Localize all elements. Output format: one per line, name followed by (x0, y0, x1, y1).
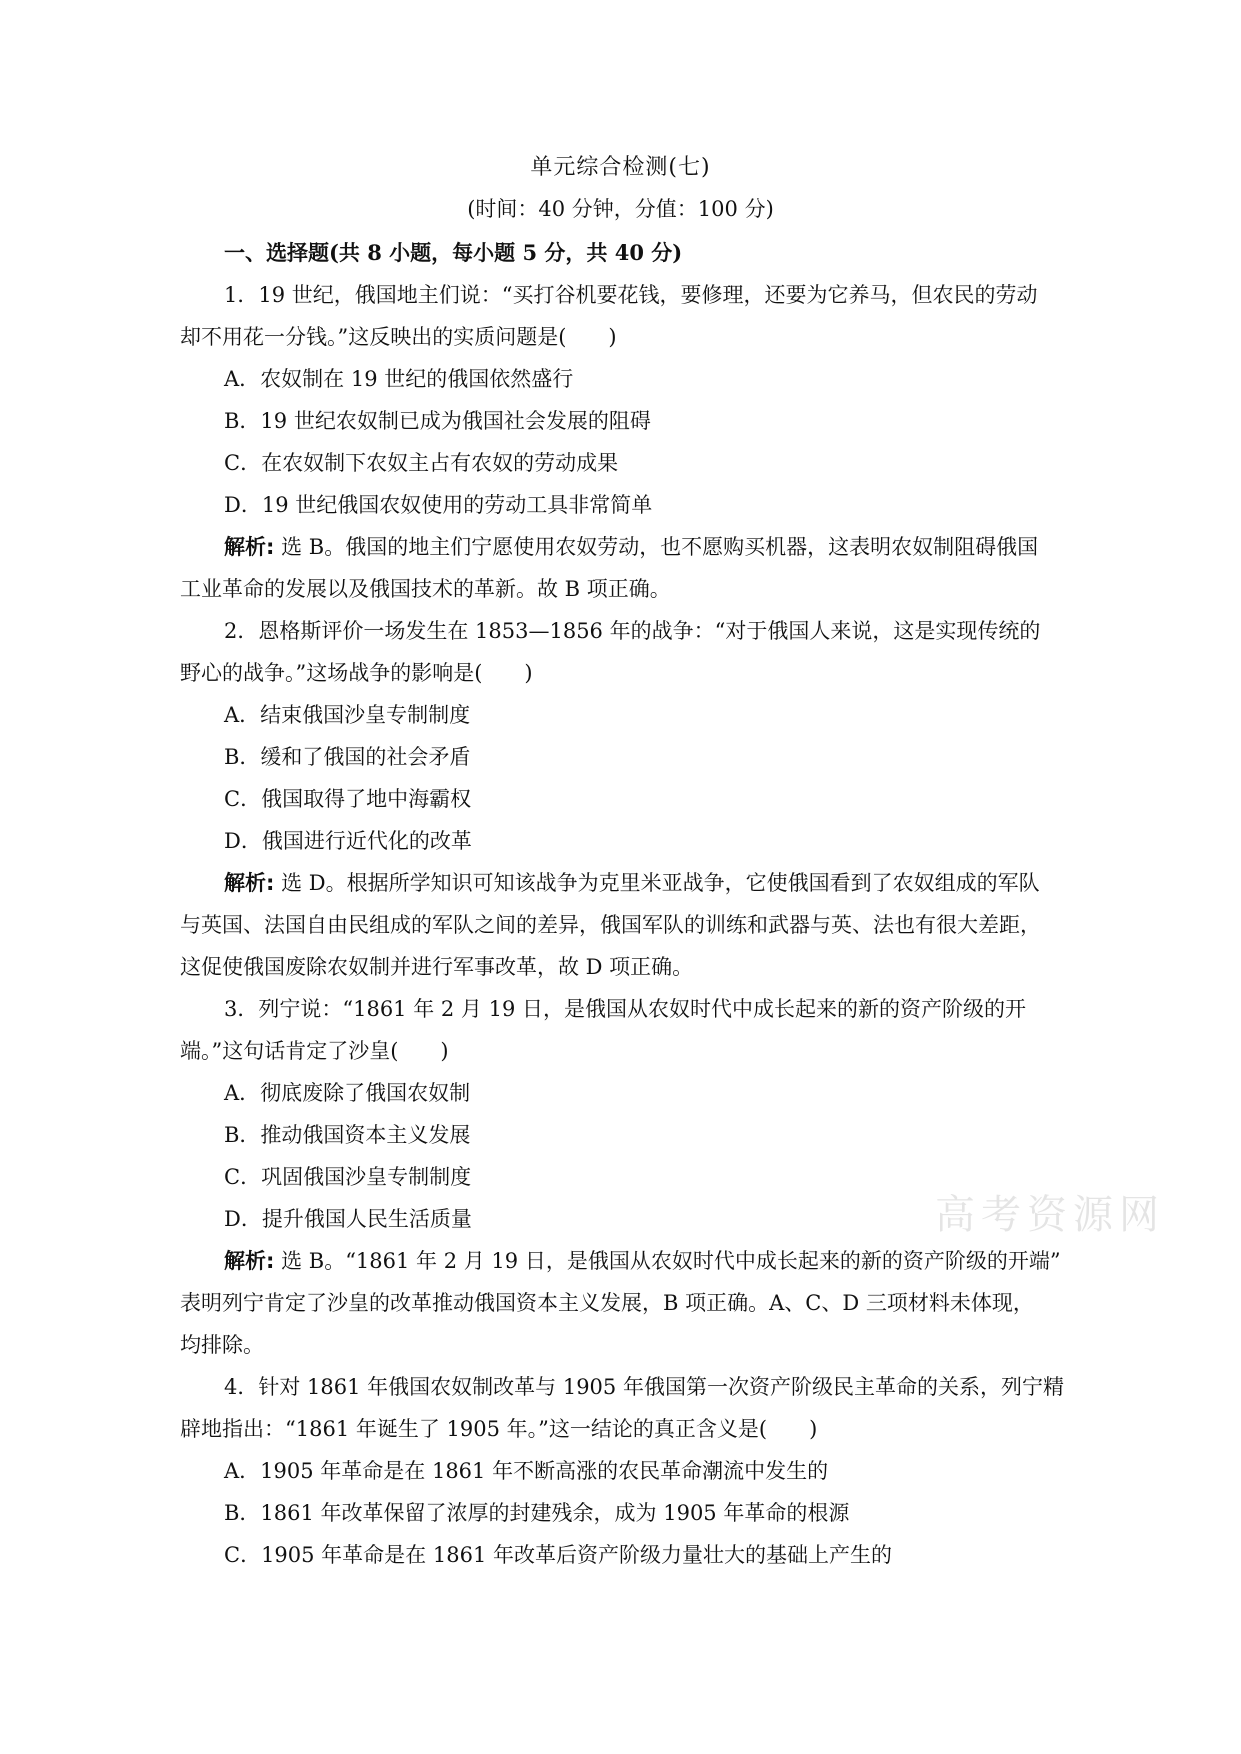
question-1-analysis-line-2: 工业革命的发展以及俄国技术的革新。故 B 项正确。 (180, 577, 671, 601)
analysis-text: 选 B。俄国的地主们宁愿使用农奴劳动，也不愿购买机器，这表明农奴制阻碍俄国 (274, 535, 1039, 559)
question-1-line-1: 1．19 世纪，俄国地主们说：“买打谷机要花钱，要修理，还要为它养马，但农民的劳动 (224, 283, 1038, 307)
question-2-analysis-line-3: 这促使俄国废除农奴制并进行军事改革，故 D 项正确。 (180, 955, 694, 979)
question-2-option-c: C．俄国取得了地中海霸权 (224, 787, 472, 811)
document-body (180, 232, 1064, 1576)
question-4-option-c: C．1905 年革命是在 1861 年改革后资产阶级力量壮大的基础上产生的 (224, 1543, 892, 1567)
watermark: 高考资源网 (935, 1192, 1165, 1238)
question-2-option-a: A．结束俄国沙皇专制制度 (224, 703, 471, 727)
question-2-analysis-line-1 (180, 862, 1060, 904)
question-3-analysis-line-1 (180, 1240, 1060, 1282)
question-1-option-b: B．19 世纪农奴制已成为俄国社会发展的阻碍 (224, 409, 651, 433)
question-4-option-b: B．1861 年改革保留了浓厚的封建残余，成为 1905 年革命的根源 (224, 1501, 850, 1525)
question-1-line-2: 却不用花一分钱。”这反映出的实质问题是( ) (180, 325, 617, 349)
question-4-line-2: 辟地指出：“1861 年诞生了 1905 年。”这一结论的真正含义是( ) (180, 1417, 818, 1441)
analysis-text: 选 D。根据所学知识可知该战争为克里米亚战争，它使俄国看到了农奴组成的军队 (274, 871, 1040, 895)
question-2-analysis-line-2: 与英国、法国自由民组成的军队之间的差异，俄国军队的训练和武器与英、法也有很大差距， (180, 913, 1041, 937)
analysis-label: 解析: (224, 1249, 275, 1273)
analysis-label: 解析: (224, 871, 275, 895)
question-4-option-a: A．1905 年革命是在 1861 年不断高涨的农民革命潮流中发生的 (224, 1459, 829, 1483)
question-2-option-d: D．俄国进行近代化的改革 (224, 829, 472, 853)
section-heading: 一、选择题(共 8 小题，每小题 5 分，共 40 分) (224, 240, 683, 265)
question-1-option-d: D．19 世纪俄国农奴使用的劳动工具非常简单 (224, 493, 653, 517)
question-2-line-1: 2．恩格斯评价一场发生在 1853—1856 年的战争：“对于俄国人来说，这是实现传统的 (224, 619, 1041, 643)
question-3-option-b: B．推动俄国资本主义发展 (224, 1123, 471, 1147)
question-3-line-1: 3．列宁说：“1861 年 2 月 19 日，是俄国从农奴时代中成长起来的新的资产阶级的开 (224, 997, 1026, 1021)
question-3-option-d: D．提升俄国人民生活质量 (224, 1207, 472, 1231)
question-2-option-b: B．缓和了俄国的社会矛盾 (224, 745, 471, 769)
page-title: 单元综合检测(七) (530, 155, 711, 180)
question-3-option-a: A．彻底废除了俄国农奴制 (224, 1081, 471, 1105)
analysis-label: 解析: (224, 535, 275, 559)
question-4-line-1: 4．针对 1861 年俄国农奴制改革与 1905 年俄国第一次资产阶级民主革命的关系，列宁精 (224, 1375, 1064, 1399)
question-3-analysis-line-2: 表明列宁肯定了沙皇的改革推动俄国资本主义发展，B 项正确。A、C、D 三项材料未体现， (180, 1291, 1034, 1315)
page-subtitle: (时间：40 分钟，分值：100 分) (467, 197, 774, 221)
analysis-text: 选 B。“1861 年 2 月 19 日，是俄国从农奴时代中成长起来的新的资产阶级的开端” (274, 1249, 1061, 1273)
question-1-option-c: C．在农奴制下农奴主占有农奴的劳动成果 (224, 451, 619, 475)
question-1-option-a: A．农奴制在 19 世纪的俄国依然盛行 (224, 367, 574, 391)
question-3-analysis-line-3: 均排除。 (180, 1333, 264, 1357)
question-1-analysis-line-1 (180, 526, 1060, 568)
question-3-line-2: 端。”这句话肯定了沙皇( ) (180, 1039, 449, 1063)
question-3-option-c: C．巩固俄国沙皇专制制度 (224, 1165, 472, 1189)
question-2-line-2: 野心的战争。”这场战争的影响是( ) (180, 661, 533, 685)
